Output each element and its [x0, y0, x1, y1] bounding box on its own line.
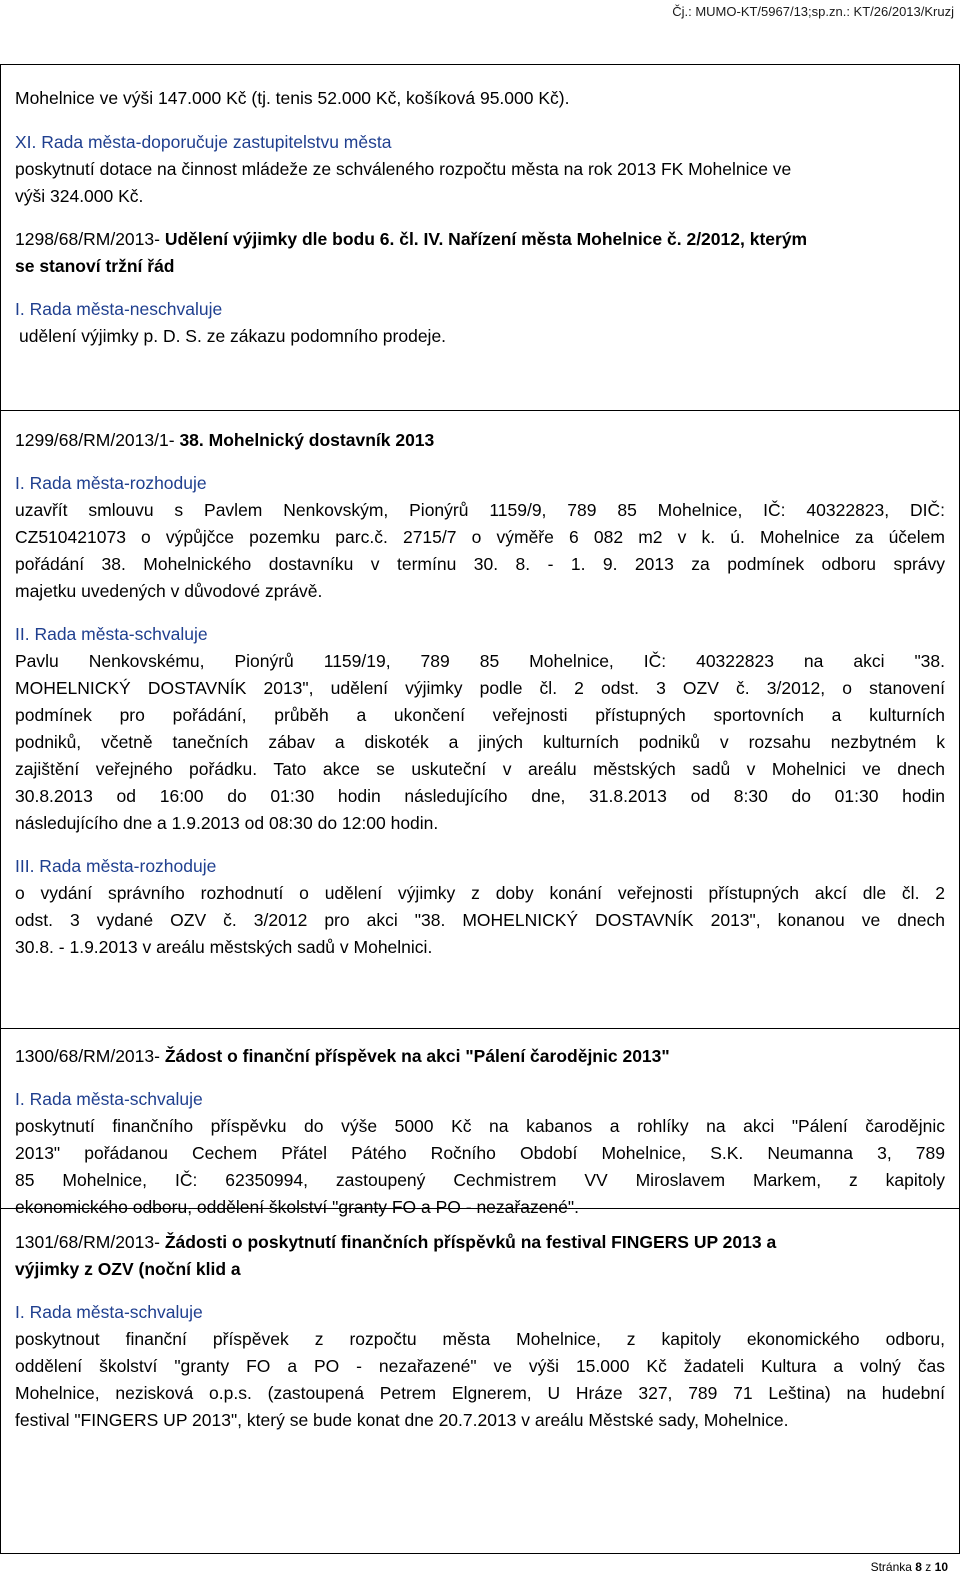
resolution-title-1300: [15, 1029, 945, 1070]
resolution-title-1299: [15, 411, 945, 454]
resolution-number: 1299/68/RM/2013/1-: [15, 430, 175, 450]
resolution-box-1299: [0, 410, 960, 1028]
page-total: 10: [934, 1560, 948, 1574]
i-paragraph-line: oddělení školství "granty FO a PO - nezařazené" ve výši 15.000 Kč žadateli Kultura a volný čas: [15, 1356, 945, 1376]
page-number: [871, 1560, 948, 1574]
resolution-box-1301: [0, 1208, 960, 1554]
ii-paragraph-line: podniků, včetně tanečních zábav a diskoték a jiných kulturních podniků v rozsahu nezbytném k: [15, 732, 945, 752]
resolution-title-1298: [15, 226, 945, 253]
i-paragraph-line: uzavřít smlouvu s Pavlem Nenkovským, Pionýrů 1159/9, 789 85 Mohelnice, IČ: 40322823, DIČ:: [15, 500, 945, 520]
iii-paragraph-line: 30.8. - 1.9.2013 v areálu městských sadů v Mohelnici.: [15, 937, 433, 957]
resolution-number: 1301/68/RM/2013-: [15, 1232, 160, 1252]
i-paragraph-line: Mohelnice, nezisková o.p.s. (zastoupená Petrem Elgnerem, U Hráze 327, 789 71 Leština) na hudební: [15, 1383, 945, 1403]
ii-heading: II. Rada města-schvaluje: [15, 624, 208, 644]
resolution-number: 1298/68/RM/2013-: [15, 229, 160, 249]
resolution-number: 1300/68/RM/2013-: [15, 1046, 160, 1066]
resolution-title-cont: se stanoví tržní řád: [15, 256, 175, 276]
resolution-box-1300: [0, 1028, 960, 1217]
resolution-title-cont: výjimky z OZV (noční klid a: [15, 1259, 241, 1279]
resolution-title: Žádosti o poskytnutí finančních příspěvků na festival FINGERS UP 2013 a: [164, 1232, 777, 1252]
i-heading: I. Rada města-schvaluje: [15, 1302, 203, 1322]
i-text: udělení výjimky p. D. S. ze zákazu podomního prodeje.: [19, 326, 447, 346]
resolution-title: Žádost o finanční příspěvek na akci "Pálení čarodějnic 2013": [164, 1046, 670, 1066]
ii-paragraph-line: MOHELNICKÝ DOSTAVNÍK 2013", udělení výjimky podle čl. 2 odst. 3 OZV č. 3/2012, o stanovení: [15, 678, 945, 698]
ii-paragraph-line: 30.8.2013 od 16:00 do 01:30 hodin následujícího dne, 31.8.2013 od 8:30 do 01:30 hodin: [15, 786, 945, 806]
iii-paragraph-line: o vydání správního rozhodnutí o udělení výjimky z doby konání veřejnosti přístupných akcí dle čl. 2: [15, 883, 945, 903]
iii-paragraph-line: odst. 3 vydané OZV č. 3/2012 pro akci "38. MOHELNICKÝ DOSTAVNÍK 2013", konanou ve dnech: [15, 910, 945, 930]
i-heading: I. Rada města-schvaluje: [15, 1089, 203, 1109]
xi-text-line-1: poskytnutí dotace na činnost mládeže ze schváleného rozpočtu města na rok 2013 FK Mohelnice ve: [15, 159, 792, 179]
resolution-title-1301: [15, 1209, 945, 1256]
page-current: 8: [915, 1560, 922, 1574]
ii-paragraph-line: podmínek pro pořádání, průběh a ukončení veřejnosti přístupných sportovních a kulturních: [15, 705, 945, 725]
i-paragraph-line: 85 Mohelnice, IČ: 62350994, zastoupený Cechmistrem VV Miroslavem Markem, z kapitoly: [15, 1170, 945, 1190]
xi-text-line-2: výši 324.000 Kč.: [15, 186, 144, 206]
resolution-title: 38. Mohelnický dostavník 2013: [179, 430, 435, 450]
i-paragraph-line: ekonomického odboru, oddělení školství "granty FO a PO - nezařazené".: [15, 1197, 579, 1217]
page-prefix: Stránka: [870, 1560, 912, 1574]
i-paragraph-line: 2013" pořádanou Cechem Přátel Pátého Ročního Období Mohelnice, S.K. Neumanna 3, 789: [15, 1143, 945, 1163]
intro-line: Mohelnice ve výši 147.000 Kč (tj. tenis 52.000 Kč, košíková 95.000 Kč).: [15, 88, 570, 108]
resolution-box-1298: [0, 64, 960, 410]
document-reference: Čj.: MUMO-KT/5967/13;sp.zn.: KT/26/2013/Kruzj: [672, 4, 954, 19]
iii-heading: III. Rada města-rozhoduje: [15, 856, 217, 876]
i-paragraph-line: majetku uvedených v důvodové zprávě.: [15, 581, 323, 601]
ii-paragraph-line: zajištění veřejného pořádku. Tato akce se uskuteční v areálu městských sadů v Mohelnici ve dnech: [15, 759, 945, 779]
i-heading: I. Rada města-rozhoduje: [15, 473, 207, 493]
resolution-title: Udělení výjimky dle bodu 6. čl. IV. Nařízení města Mohelnice č. 2/2012, kterým: [164, 229, 808, 249]
xi-heading: XI. Rada města-doporučuje zastupitelstvu města: [15, 132, 392, 152]
page-sep: z: [925, 1560, 932, 1574]
i-paragraph-line: poskytnutí finančního příspěvku do výše 5000 Kč na kabanos a rohlíky na akci "Pálení čarodějnic: [15, 1116, 945, 1136]
ii-paragraph-line: Pavlu Nenkovskému, Pionýrů 1159/19, 789 85 Mohelnice, IČ: 40322823 na akci "38.: [15, 651, 945, 671]
i-heading: I. Rada města-neschvaluje: [15, 299, 223, 319]
i-paragraph-line: CZ510421073 o výpůjčce pozemku parc.č. 2715/7 o výměře 6 082 m2 v k. ú. Mohelnice za účelem: [15, 527, 945, 547]
i-paragraph-line: festival "FINGERS UP 2013", který se bude konat dne 20.7.2013 v areálu Městské sady, Mohelnice.: [15, 1410, 789, 1430]
ii-paragraph-line: následujícího dne a 1.9.2013 od 08:30 do 12:00 hodin.: [15, 813, 439, 833]
i-paragraph-line: poskytnout finanční příspěvek z rozpočtu města Mohelnice, z kapitoly ekonomického odboru,: [15, 1329, 945, 1349]
i-paragraph-line: pořádání 38. Mohelnického dostavníku v termínu 30. 8. - 1. 9. 2013 za podmínek odboru správy: [15, 554, 945, 574]
